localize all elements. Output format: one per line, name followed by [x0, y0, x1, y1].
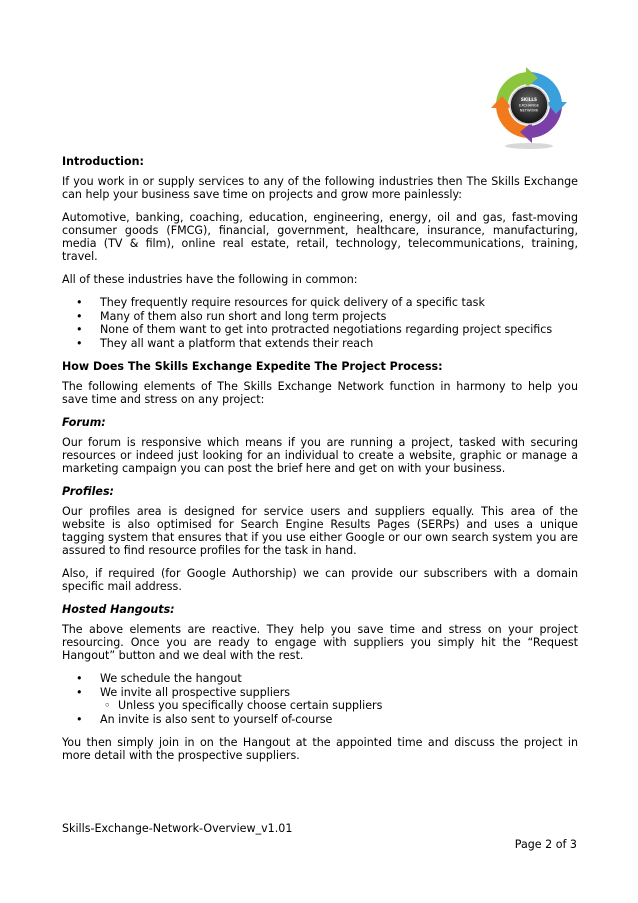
skills-exchange-logo [490, 66, 568, 150]
logo-text-line1: SKILLS [520, 97, 538, 102]
intro-bullet-list [62, 296, 578, 350]
footer-filename: Skills-Exchange-Network-Overview_v1.01 [62, 822, 293, 835]
intro-paragraph-3: All of these industries have the following in common: [62, 273, 358, 286]
profiles-heading: Profiles: [62, 485, 114, 498]
hangouts-heading: Hosted Hangouts: [62, 603, 175, 616]
intro-paragraph-2: Automotive, banking, coaching, education, engineering, energy, oil and gas, fast-moving consumer goods (FMCG), financial, government, healthcare, insurance, manufacturing, media (TV & film), online real estate, retail, technology, telecommunications, training, travel. [62, 211, 578, 263]
profiles-paragraph-2: Also, if required (for Google Authorship) we can provide our subscribers with a domain specific mail address. [62, 567, 578, 593]
how-heading: How Does The Skills Exchange Expedite The Project Process: [62, 360, 443, 373]
list-item: • None of them want to get into protracted negotiations regarding project specifics [62, 323, 578, 337]
list-item-text: We invite all prospective suppliers [100, 685, 291, 699]
profiles-paragraph-1: Our profiles area is designed for service users and suppliers equally. This area of the website is also optimised for Search Engine Results Pages (SERPs) and uses a unique tagging system that ensures that if you use either Google or our own search system you are assured to find resource profiles for the task in hand. [62, 505, 578, 557]
list-item [62, 686, 578, 713]
list-item: • They all want a platform that extends their reach [62, 337, 578, 351]
sub-list-item: ◦ Unless you specifically choose certain suppliers [62, 699, 578, 713]
list-item: • An invite is also sent to yourself of-course [62, 713, 578, 727]
hangouts-paragraph-2: You then simply join in on the Hangout at the appointed time and discuss the project in more detail with the prospective suppliers. [62, 736, 578, 762]
logo-text-line3: NETWORK [519, 108, 539, 113]
list-item: • Many of them also run short and long term projects [62, 310, 578, 324]
hangouts-paragraph-1: The above elements are reactive. They help you save time and stress on your project resourcing. Once you are ready to engage with suppliers you simply hit the “Request Hangout” button and we deal with the rest. [62, 623, 578, 662]
hangouts-sub-list [62, 699, 578, 713]
intro-paragraph-1: If you work in or supply services to any of the following industries then The Skills Exchange can help your business save time on projects and grow more painlessly: [62, 175, 578, 201]
footer-page-number: Page 2 of 3 [514, 838, 577, 851]
forum-paragraph: Our forum is responsive which means if you are running a project, tasked with securing resources or indeed just looking for an individual to create a website, graphic or manage a marketing campaign you can post the brief here and get on with your business. [62, 436, 578, 475]
forum-heading: Forum: [62, 416, 106, 429]
document-body [62, 155, 578, 772]
how-paragraph: The following elements of The Skills Exchange Network function in harmony to help you save time and stress on any project: [62, 380, 578, 406]
list-item: • They frequently require resources for quick delivery of a specific task [62, 296, 578, 310]
intro-heading: Introduction: [62, 155, 144, 168]
list-item: • We schedule the hangout [62, 672, 578, 686]
hangouts-bullet-list [62, 672, 578, 726]
logo-text-line2: EXCHANGE [519, 103, 539, 108]
